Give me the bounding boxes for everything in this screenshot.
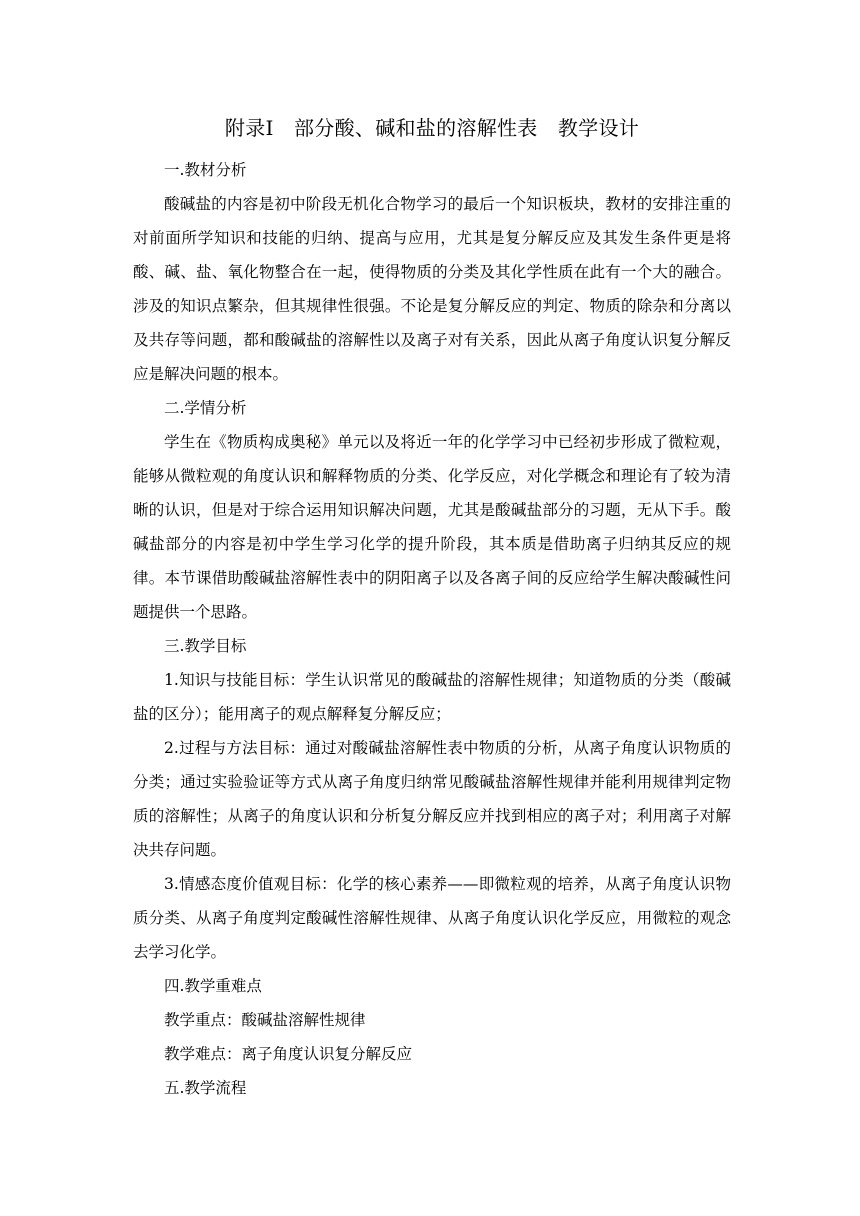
section-heading: 四.教学重难点 [164, 977, 262, 995]
section-heading: 一.教材分析 [164, 161, 247, 179]
key-point: 教学重点：酸碱盐溶解性规律 [164, 1011, 366, 1029]
section-teaching-objectives [133, 629, 731, 969]
section-student-analysis [133, 391, 731, 629]
difficult-point: 教学难点：离子角度认识复分解反应 [164, 1045, 413, 1063]
section-heading: 三.教学目标 [164, 637, 247, 655]
section-teaching-process [133, 1071, 731, 1105]
objective-process-methods: 2.过程与方法目标：通过对酸碱盐溶解性表中物质的分析，从离子角度认识物质的分类；通过实验验证等方式从离子角度归纳常见酸碱盐溶解性规律并能利用规律判定物质的溶解性；从离子的角度认识和分析复分解反应并找到相应的离子对；利用离子对解决共存问题。 [133, 739, 731, 859]
objective-attitude-values: 3.情感态度价值观目标：化学的核心素养——即微粒观的培养，从离子角度认识物质分类、从离子角度判定酸碱性溶解性规律、从离子角度认识化学反应，用微粒的观念去学习化学。 [133, 875, 731, 961]
section-textbook-analysis [133, 153, 731, 391]
section-paragraph: 学生在《物质构成奥秘》单元以及将近一年的化学学习中已经初步形成了微粒观，能够从微粒观的角度认识和解释物质的分类、化学反应，对化学概念和理论有了较为清晰的认识，但是对于综合运用知识解决问题，尤其是酸碱盐部分的习题，无从下手。酸碱盐部分的内容是初中学生学习化学的提升阶段，其本质是借助离子归纳其反应的规律。本节课借助酸碱盐溶解性表中的阴阳离子以及各离子间的反应给学生解决酸碱性问题提供一个思路。 [133, 433, 731, 621]
section-heading: 二.学情分析 [164, 399, 247, 417]
section-paragraph: 酸碱盐的内容是初中阶段无机化合物学习的最后一个知识板块，教材的安排注重的对前面所学知识和技能的归纳、提高与应用，尤其是复分解反应及其发生条件更是将酸、碱、盐、氧化物整合在一起，使得物质的分类及其化学性质在此有一个大的融合。涉及的知识点繁杂，但其规律性很强。不论是复分解反应的判定、物质的除杂和分离以及共存等问题，都和酸碱盐的溶解性以及离子对有关系，因此从离子角度认识复分解反应是解决问题的根本。 [133, 195, 731, 383]
section-heading: 五.教学流程 [164, 1079, 247, 1097]
section-key-difficult-points [133, 969, 731, 1071]
objective-knowledge-skills: 1.知识与技能目标：学生认识常见的酸碱盐的溶解性规律；知道物质的分类（酸碱盐的区分）；能用离子的观点解释复分解反应； [133, 671, 731, 723]
document-title: 附录Ⅰ 部分酸、碱和盐的溶解性表 教学设计 [224, 116, 640, 140]
document-body [133, 113, 731, 1105]
